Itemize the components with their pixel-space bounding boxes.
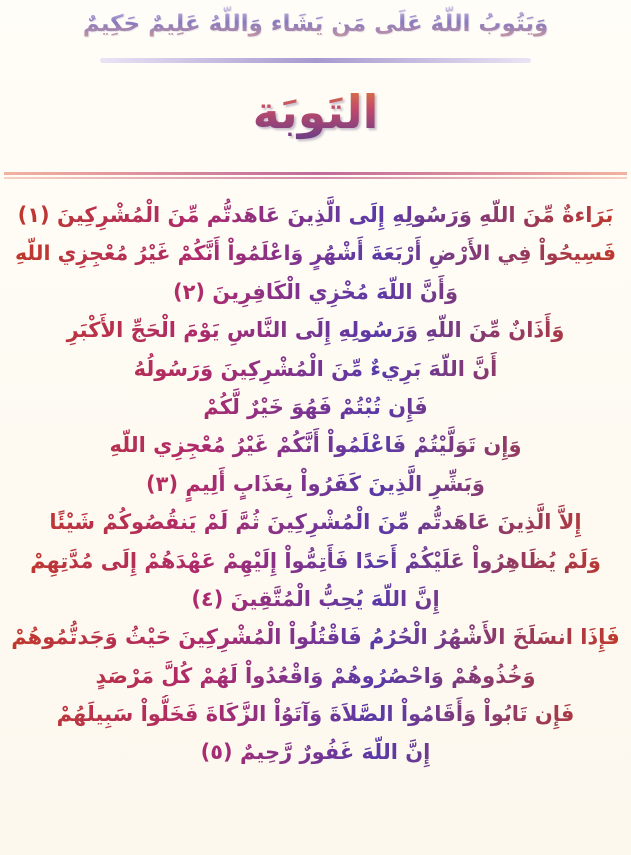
verse-line: فَإِن تَابُواْ وَأَقَامُواْ الصَّلاَةَ وَآتَوُاْ الزَّكَاةَ فَخَلُّواْ سَبِيلَهُمْ — [10, 695, 621, 733]
verse-line: إِلاَّ الَّذِينَ عَاهَدتُّم مِّنَ الْمُشْرِكِينَ ثُمَّ لَمْ يَنقُصُوكُمْ شَيْئًا — [10, 503, 621, 541]
verse-line: وَإِن تَوَلَّيْتُمْ فَاعْلَمُواْ أَنَّكُمْ غَيْرُ مُعْجِزِي اللّهِ — [10, 426, 621, 464]
verse-line: وَخُذُوهُمْ وَاحْصُرُوهُمْ وَاقْعُدُواْ لَهُمْ كُلَّ مَرْصَدٍ — [10, 657, 621, 695]
section-divider-top — [4, 172, 627, 175]
verse-line: فَإِذَا انسَلَخَ الأَشْهُرُ الْحُرُمُ فَاقْتُلُواْ الْمُشْرِكِينَ حَيْثُ وَجَدتُّمُوهُمْ — [10, 618, 621, 656]
verse-line: وَأَنَّ اللّهَ مُخْزِي الْكَافِرِينَ (٢) — [10, 273, 621, 311]
surah-title: التَوبَة — [0, 78, 631, 146]
verse-line: إِنَّ اللّهَ يُحِبُّ الْمُتَّقِينَ (٤) — [10, 580, 621, 618]
header-verse: وَيَتُوبُ اللّهُ عَلَى مَن يَشَاء وَاللّهُ عَلِيمٌ حَكِيمٌ — [0, 6, 631, 42]
verse-line: بَرَاءةٌ مِّنَ اللّهِ وَرَسُولِهِ إِلَى الَّذِينَ عَاهَدتُّم مِّنَ الْمُشْرِكِينَ (١) — [10, 196, 621, 234]
verse-list — [10, 196, 621, 772]
verse-line: إِنَّ اللّهَ غَفُورٌ رَّحِيمٌ (٥) — [10, 733, 621, 771]
header-divider — [100, 58, 531, 63]
verse-line: فَإِن تُبْتُمْ فَهُوَ خَيْرٌ لَّكُمْ — [10, 388, 621, 426]
verse-line: أَنَّ اللّهَ بَرِيءٌ مِّنَ الْمُشْرِكِينَ وَرَسُولُهُ — [10, 350, 621, 388]
verse-line: وَلَمْ يُظَاهِرُواْ عَلَيْكُمْ أَحَدًا فَأَتِمُّواْ إِلَيْهِمْ عَهْدَهُمْ إِلَى مُدَّتِهِمْ — [10, 542, 621, 580]
verse-line: وَأَذَانٌ مِّنَ اللّهِ وَرَسُولِهِ إِلَى النَّاسِ يَوْمَ الْحَجِّ الأَكْبَرِ — [10, 311, 621, 349]
section-divider-bottom — [4, 177, 627, 179]
verse-line: فَسِيحُواْ فِي الأَرْضِ أَرْبَعَةَ أَشْهُرٍ وَاعْلَمُواْ أَنَّكُمْ غَيْرُ مُعْجِزِي اللّهِ — [10, 234, 621, 272]
verse-line: وَبَشِّرِ الَّذِينَ كَفَرُواْ بِعَذَابٍ أَلِيمٍ (٣) — [10, 465, 621, 503]
